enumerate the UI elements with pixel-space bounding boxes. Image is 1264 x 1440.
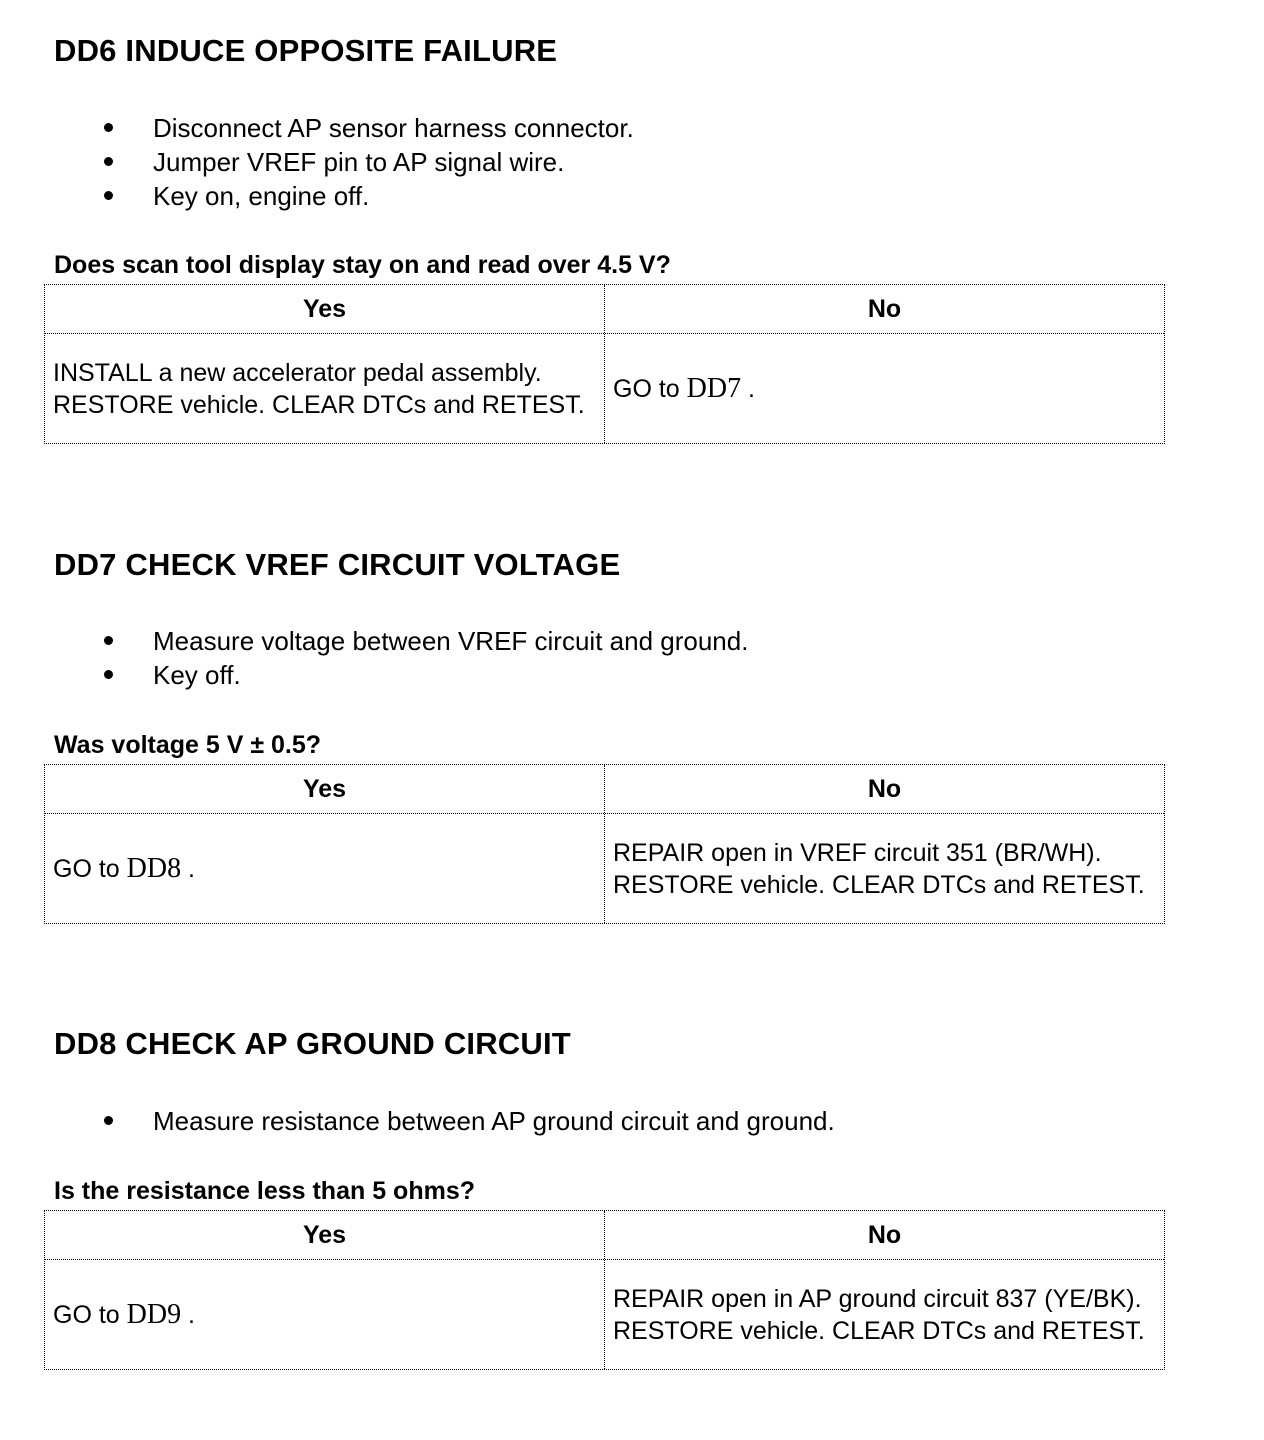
bullet-list (0, 624, 748, 692)
table-row (45, 814, 1164, 923)
no-header: No (867, 294, 902, 323)
table-header-row (45, 1211, 1164, 1260)
no-cell: GO to DD7 . (613, 372, 755, 404)
yes-cell: GO to DD9 . (45, 1260, 605, 1369)
bullet-list (0, 111, 634, 213)
answer-table (44, 1210, 1165, 1370)
yes-cell: INSTALL a new accelerator pedal assembly. RESTORE vehicle. CLEAR DTCs and RETEST. (45, 334, 605, 443)
table-header-row (45, 285, 1164, 334)
bullet-icon (104, 636, 113, 645)
question: Was voltage 5 V ± 0.5? (54, 731, 322, 759)
step-title: DD6 INDUCE OPPOSITE FAILURE (54, 33, 558, 68)
goto-dd8-link[interactable]: DD8 (126, 852, 182, 884)
bullet-list (0, 1104, 835, 1138)
bullet-icon (104, 670, 113, 679)
question: Does scan tool display stay on and read over 4.5 V? (54, 251, 671, 279)
step-title: DD8 CHECK AP GROUND CIRCUIT (54, 1026, 571, 1061)
no-cell: REPAIR open in AP ground circuit 837 (YE/BK). RESTORE vehicle. CLEAR DTCs and RETEST. (613, 1284, 1145, 1345)
answer-table (44, 764, 1165, 924)
no-header: No (867, 774, 902, 803)
bullet-icon (104, 123, 113, 132)
table-row (45, 1260, 1164, 1369)
goto-dd7-link[interactable]: DD7 (686, 372, 742, 404)
list-item: Disconnect AP sensor harness connector. (0, 111, 634, 145)
bullet-icon (104, 1116, 113, 1125)
bullet-icon (104, 191, 113, 200)
yes-header: Yes (45, 285, 605, 333)
bullet-icon (104, 157, 113, 166)
list-item: Key on, engine off. (0, 179, 634, 213)
question: Is the resistance less than 5 ohms? (54, 1177, 475, 1205)
list-item: Key off. (0, 658, 748, 692)
list-item: Jumper VREF pin to AP signal wire. (0, 145, 634, 179)
table-row (45, 334, 1164, 443)
list-item: Measure voltage between VREF circuit and ground. (0, 624, 748, 658)
no-cell: REPAIR open in VREF circuit 351 (BR/WH). RESTORE vehicle. CLEAR DTCs and RETEST. (613, 838, 1145, 899)
no-header: No (867, 1220, 902, 1249)
answer-table (44, 284, 1165, 444)
yes-cell: GO to DD8 . (45, 814, 605, 923)
goto-dd9-link[interactable]: DD9 (126, 1298, 182, 1330)
table-header-row (45, 765, 1164, 814)
yes-header: Yes (45, 1211, 605, 1259)
yes-header: Yes (45, 765, 605, 813)
step-title: DD7 CHECK VREF CIRCUIT VOLTAGE (54, 547, 621, 582)
list-item: Measure resistance between AP ground circuit and ground. (0, 1104, 835, 1138)
